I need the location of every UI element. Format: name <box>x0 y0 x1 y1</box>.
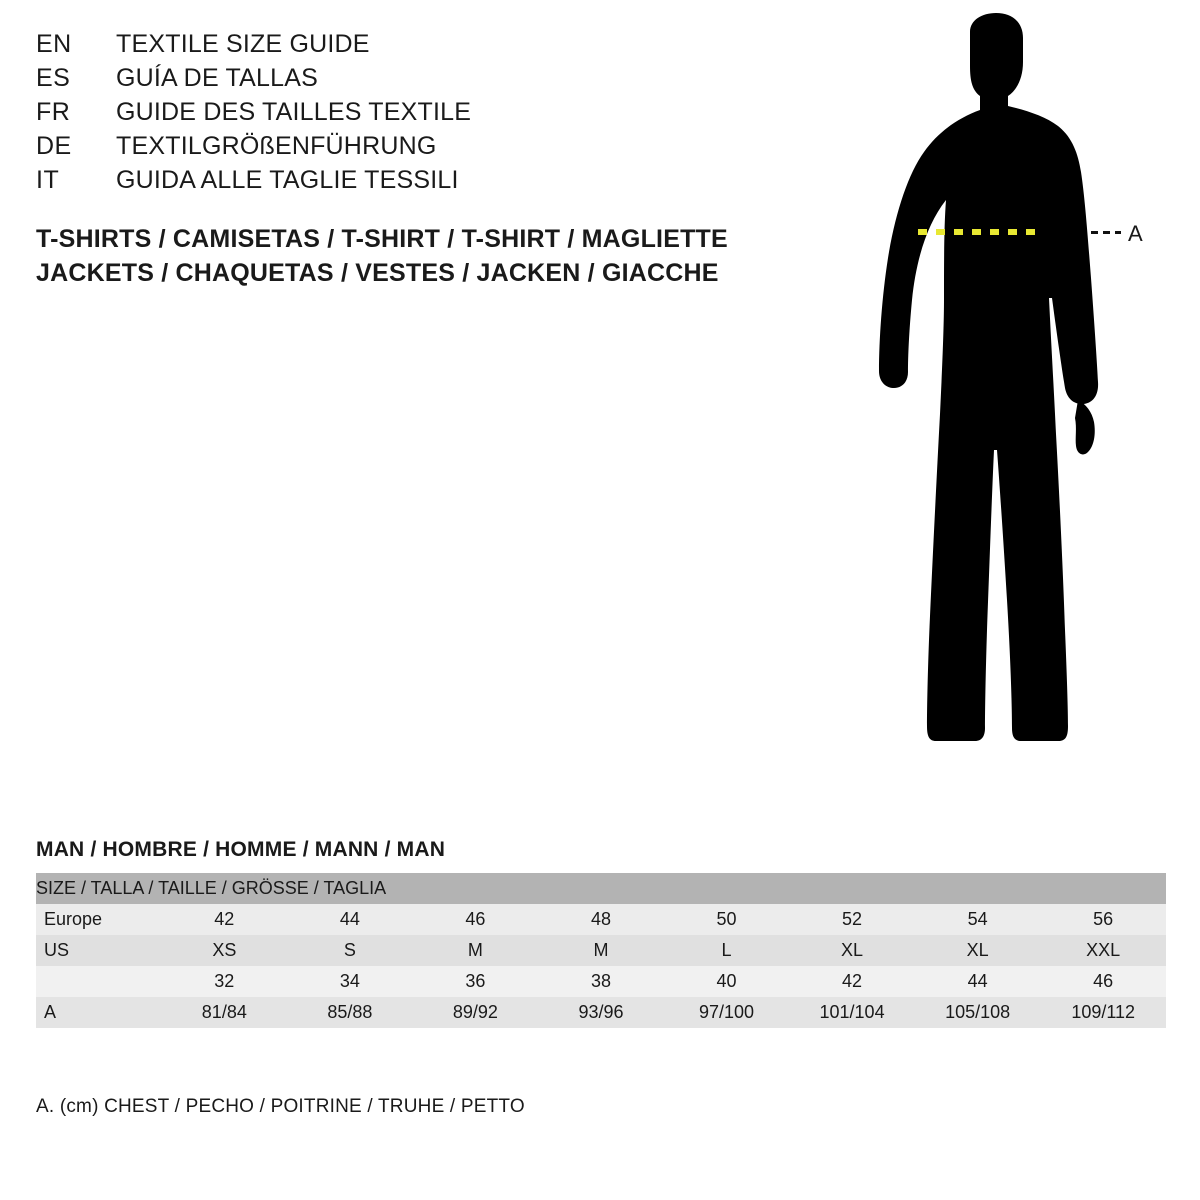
cell: XL <box>841 940 864 960</box>
table-row <box>36 997 1166 1028</box>
size-table <box>36 873 1166 1028</box>
language-text: GUIDE DES TAILLES TEXTILE <box>116 98 472 126</box>
cell: L <box>721 940 732 960</box>
body-silhouette-figure <box>820 10 1180 800</box>
man-silhouette-path <box>879 13 1098 741</box>
cell: 52 <box>842 909 863 929</box>
cell: 105/108 <box>945 1002 1011 1022</box>
cell: 46 <box>1093 971 1114 991</box>
row-label: Europe <box>44 909 103 929</box>
language-code: DE <box>36 132 72 160</box>
category-tshirts: T-SHIRTS / CAMISETAS / T-SHIRT / T-SHIRT / MAGLIETTE <box>36 225 728 253</box>
row-label: A <box>44 1002 57 1022</box>
cell: 44 <box>967 971 988 991</box>
language-code: FR <box>36 98 71 126</box>
row-label <box>36 966 162 997</box>
language-row <box>36 166 796 200</box>
category-jackets: JACKETS / CHAQUETAS / VESTES / JACKEN / GIACCHE <box>36 259 719 287</box>
cell: 32 <box>214 971 235 991</box>
cell: M <box>593 940 609 960</box>
measure-pointer-dashes <box>1091 231 1121 234</box>
cell: 40 <box>716 971 737 991</box>
cell: 34 <box>339 971 360 991</box>
cell: 42 <box>214 909 235 929</box>
cell: 42 <box>842 971 863 991</box>
size-table-section <box>36 838 1166 1028</box>
cell: 85/88 <box>327 1002 373 1022</box>
language-text: GUÍA DE TALLAS <box>116 64 318 92</box>
table-row <box>36 935 1166 966</box>
cell: 48 <box>590 909 611 929</box>
footnote-chest-measure: A. (cm) CHEST / PECHO / POITRINE / TRUHE / PETTO <box>36 1096 525 1117</box>
cell: XS <box>212 940 237 960</box>
hand-detail <box>1075 400 1095 454</box>
language-code: IT <box>36 166 60 194</box>
silhouette-svg <box>820 10 1180 800</box>
cell: 56 <box>1093 909 1114 929</box>
language-code: ES <box>36 64 71 92</box>
cell: XL <box>966 940 989 960</box>
language-row <box>36 30 796 64</box>
language-row <box>36 132 796 166</box>
language-text: TEXTILGRÖßENFÜHRUNG <box>116 132 437 160</box>
gender-title: MAN / HOMBRE / HOMME / MANN / MAN <box>36 838 446 861</box>
language-row <box>36 98 796 132</box>
cell: XXL <box>1086 940 1121 960</box>
table-header-label: SIZE / TALLA / TAILLE / GRÖSSE / TAGLIA <box>36 878 387 898</box>
cell: 89/92 <box>452 1002 498 1022</box>
cell: 101/104 <box>819 1002 885 1022</box>
table-row <box>36 966 1166 997</box>
cell: 81/84 <box>201 1002 247 1022</box>
table-header-row <box>36 873 1166 904</box>
cell: M <box>467 940 483 960</box>
measure-label-a: A <box>1128 221 1143 246</box>
category-block <box>36 222 796 290</box>
cell: 109/112 <box>1071 1002 1136 1022</box>
cell: 36 <box>465 971 486 991</box>
language-text: TEXTILE SIZE GUIDE <box>116 30 370 58</box>
language-header-block <box>36 30 796 200</box>
cell: 38 <box>590 971 611 991</box>
cell: 44 <box>339 909 360 929</box>
language-row <box>36 64 796 98</box>
cell: 50 <box>716 909 737 929</box>
cell: S <box>343 940 356 960</box>
language-text: GUIDA ALLE TAGLIE TESSILI <box>116 166 459 194</box>
cell: 54 <box>967 909 988 929</box>
cell: 97/100 <box>698 1002 755 1022</box>
cell: 93/96 <box>578 1002 624 1022</box>
row-label: US <box>44 940 70 960</box>
table-row <box>36 904 1166 935</box>
cell: 46 <box>465 909 486 929</box>
language-code: EN <box>36 30 72 58</box>
